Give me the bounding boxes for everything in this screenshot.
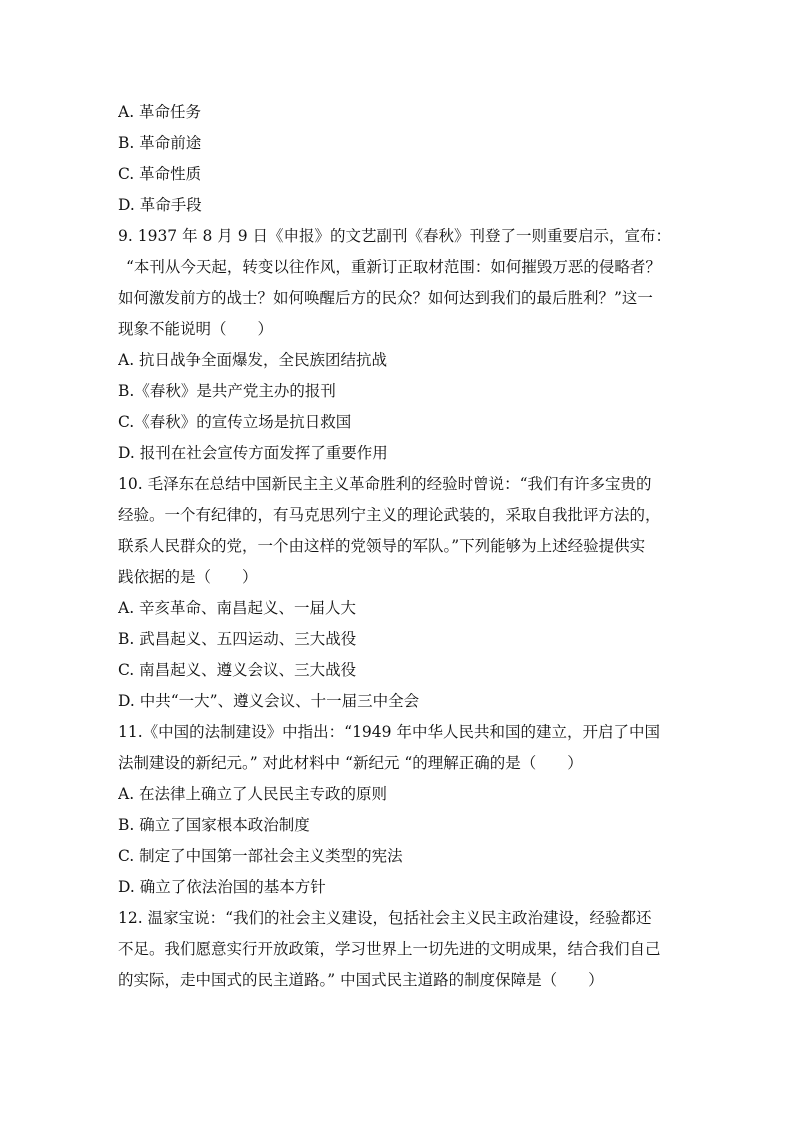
question-8-options	[118, 97, 686, 221]
question-10	[118, 469, 686, 717]
option-a: A. 辛亥革命、南昌起义、一届人大	[118, 599, 357, 617]
question-content	[118, 97, 686, 996]
option-d: D. 报刊在社会宣传方面发挥了重要作用	[118, 444, 388, 462]
option-c: C. 制定了中国第一部社会主义类型的宪法	[118, 847, 403, 865]
question-stem-line: 现象不能说明（ ）	[118, 320, 274, 338]
question-12	[118, 903, 686, 996]
option-b: B. 确立了国家根本政治制度	[118, 816, 310, 834]
question-stem-line: “本刊从今天起，转变以往作风，重新订正取材范围：如何摧毁万恶的侵略者？	[126, 258, 661, 276]
option-c: C. 革命性质	[118, 165, 202, 183]
question-stem-line: 的实际，走中国式的民主道路。” 中国式民主道路的制度保障是（ ）	[118, 971, 604, 989]
question-stem-line: 10. 毛泽东在总结中国新民主主义革命胜利的经验时曾说：“我们有许多宝贵的	[118, 475, 652, 493]
option-a: A. 在法律上确立了人民民主专政的原则	[118, 785, 388, 803]
option-d: D. 确立了依法治国的基本方针	[118, 878, 326, 896]
option-a: A. 革命任务	[118, 103, 202, 121]
option-a: A. 抗日战争全面爆发，全民族团结抗战	[118, 351, 388, 369]
option-c: C. 南昌起义、遵义会议、三大战役	[118, 661, 357, 679]
question-stem-line: 经验。一个有纪律的，有马克思列宁主义的理论武装的，采取自我批评方法的，	[118, 506, 661, 524]
question-stem-line: 9. 1937 年 8 月 9 日《申报》的文艺副刊《春秋》刊登了一则重要启示，宣布：	[118, 227, 672, 245]
option-c: C.《春秋》的宣传立场是抗日救国	[118, 413, 352, 431]
question-stem-line: 不足。我们愿意实行开放政策，学习世界上一切先进的文明成果，结合我们自己	[118, 940, 661, 958]
question-stem-line: 11.《中国的法制建设》中指出：“1949 年中华人民共和国的建立，开启了中国	[118, 723, 660, 741]
question-9	[118, 221, 686, 469]
question-stem-line: 如何激发前方的战士？如何唤醒后方的民众？如何达到我们的最后胜利？”这一	[118, 289, 653, 307]
question-stem-line: 12. 温家宝说：“我们的社会主义建设，包括社会主义民主政治建设，经验都还	[118, 909, 652, 927]
option-b: B.《春秋》是共产党主办的报刊	[118, 382, 336, 400]
question-stem-line: 联系人民群众的党，一个由这样的党领导的军队。”下列能够为上述经验提供实	[118, 537, 646, 555]
question-stem-line: 法制建设的新纪元。” 对此材料中 “新纪元 “的理解正确的是（ ）	[118, 754, 583, 772]
option-d: D. 中共“一大”、遵义会议、十一届三中全会	[118, 692, 420, 710]
question-11	[118, 717, 686, 903]
question-stem-line: 践依据的是（ ）	[118, 568, 258, 586]
option-b: B. 革命前途	[118, 134, 202, 152]
option-b: B. 武昌起义、五四运动、三大战役	[118, 630, 357, 648]
option-d: D. 革命手段	[118, 196, 202, 214]
